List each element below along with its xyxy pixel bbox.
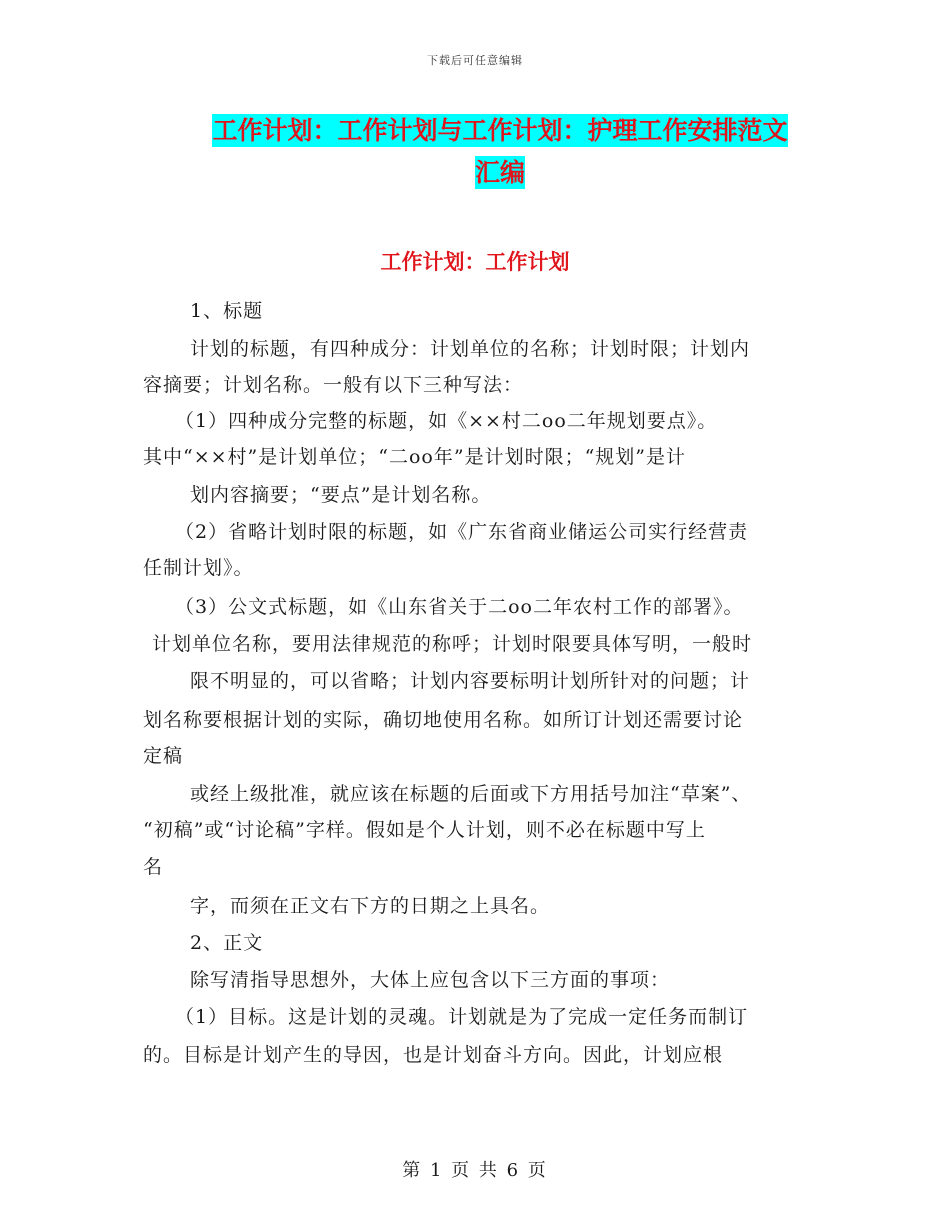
header-note: 下载后可任意编辑 <box>427 54 523 67</box>
paragraph-line: 容摘要；计划名称。一般有以下三种写法： <box>143 374 524 396</box>
heading-1: 1、标题 <box>190 300 264 322</box>
paragraph-line: 计划单位名称，要用法律规范的称呼；计划时限要具体写明，一般时 <box>152 633 753 655</box>
document-title-line-2: 汇编 <box>474 158 525 187</box>
paragraph-line: 除写清指导思想外，大体上应包含以下三方面的事项： <box>190 969 671 991</box>
paragraph-line: （1）目标。这是计划的灵魂。计划就是为了完成一定任务而制订 <box>175 1006 749 1028</box>
paragraph-line: （1）四种成分完整的标题，如《××村二oo二年规划要点》。 <box>175 410 718 432</box>
paragraph-line: 划内容摘要；“要点”是计划名称。 <box>190 484 492 506</box>
paragraph-line: 字，而须在正文右下方的日期之上具名。 <box>190 895 551 917</box>
section-title: 工作计划：工作计划 <box>380 250 570 274</box>
paragraph-line: 限不明显的，可以省略；计划内容要标明计划所针对的问题；计 <box>190 670 751 692</box>
paragraph-line: （2）省略计划时限的标题，如《广东省商业储运公司实行经营责 <box>175 521 749 543</box>
paragraph-line: 划名称要根据计划的实际，确切地使用名称。如所订计划还需要讨论 <box>143 709 744 731</box>
paragraph-line: （3）公文式标题，如《山东省关于二oo二年农村工作的部署》。 <box>175 596 744 618</box>
heading-2: 2、正文 <box>190 932 264 954</box>
document-title-line-1: 工作计划：工作计划与工作计划：护理工作安排范文 <box>212 116 788 145</box>
page-footer: 第 1 页 共 6 页 <box>402 1160 548 1181</box>
paragraph-line: 其中“××村”是计划单位；“二oo年”是计划时限；“规划”是计 <box>143 446 686 468</box>
paragraph-line: 的。目标是计划产生的导因，也是计划奋斗方向。因此，计划应根 <box>143 1044 724 1066</box>
paragraph-line: 名 <box>143 856 164 878</box>
paragraph-line: 计划的标题，有四种成分：计划单位的名称；计划时限；计划内 <box>190 338 751 360</box>
paragraph-line: 任制计划》。 <box>143 557 254 579</box>
paragraph-line: 定稿 <box>143 745 184 767</box>
paragraph-line: 或经上级批准，就应该在标题的后面或下方用括号加注“草案”、 <box>190 783 752 805</box>
paragraph-line: “初稿”或“讨论稿”字样。假如是个人计划，则不必在标题中写上 <box>143 819 706 841</box>
